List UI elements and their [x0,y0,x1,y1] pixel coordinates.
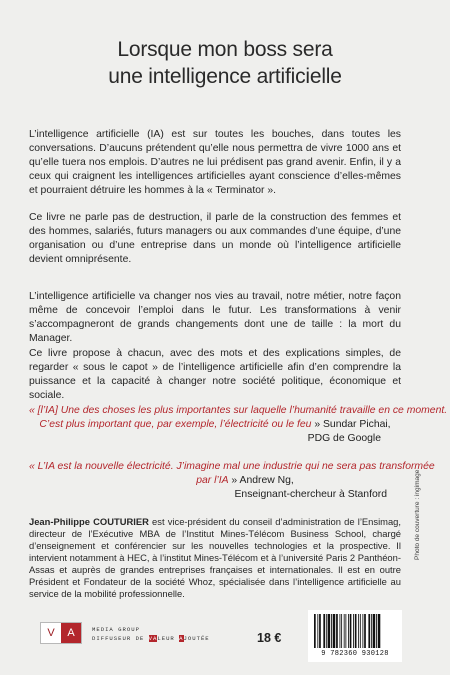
barcode-bar [355,614,357,648]
quote-1-line-2: C’est plus important que, par exemple, l’électricité ou le feu [39,419,312,430]
paragraph-4: Ce livre propose à chacun, avec des mots et des explications simples, de regarder « sous le capot » de l’intelligence artificielle afin d’en comprendre la puissance et la capacité à changer notre société politique, économique et sociale. [29,348,401,401]
barcode-bar [336,614,338,648]
paragraph-1: L’intelligence artificielle (IA) est sur toutes les bouches, dans toutes les conversations. D’aucuns prétendent qu’elle nous permettra de vivre 1000 ans et qu’elle tuera nos emplois. D’autres ne lui prédisent pas grand avenir. Enfin, il y a ceux qui craignent les intelligences artificielles ayant conscience d’elles-mêmes et pourraient détruire les hommes à la « Terminator ». [29,129,401,196]
publisher-logo [40,622,82,644]
barcode-bar [340,614,341,648]
isbn-barcode [308,610,402,662]
barcode-bar [323,614,325,648]
publisher-line-2-hl-2: A [179,635,184,642]
barcode-bars [308,610,402,650]
barcode-bar [371,614,372,648]
publisher-line-2-hl-1: VA [148,635,158,642]
barcode-bar [368,614,370,648]
barcode-bar [350,614,352,648]
paragraph-2: Ce livre ne parle pas de destruction, il parle de la construction des femmes et des hommes, salariés, futurs managers ou aux commandes d’une équipe, d’une organisation ou d’une entreprise dans un monde où l’intelligence artificielle devient omniprésente. [29,212,401,265]
logo-v-glyph: V [41,623,61,643]
barcode-bar [378,614,381,648]
publisher-text [92,625,210,643]
title-line-1: Lorsque mon boss sera [117,38,333,61]
quote-2-role: Enseignant-chercheur à Stanford [234,489,387,500]
publisher-line-1: MEDIA GROUP [92,626,140,633]
barcode-bar [326,614,327,648]
paragraph-3: L’intelligence artificielle va changer nos vies au travail, notre métier, notre façon même de concevoir l’emploi dans le futur. Les transformations à venir s’accompagneront de grands changements dont une de taille : la mort du Manager. [29,291,401,344]
photo-credit: Photo de couverture : ingimage [414,469,421,560]
quote-2-attribution: » Andrew Ng, [228,475,294,486]
barcode-bar [317,614,318,648]
barcode-bar [376,614,377,648]
barcode-bar [344,614,345,648]
barcode-bar [333,614,336,648]
barcode-bar [373,614,376,648]
barcode-digits: 9 782360 930128 [321,650,389,658]
barcode-bar [331,614,332,648]
author-bio [29,516,401,600]
barcode-bar [348,614,349,648]
logo-a-glyph: A [61,623,81,643]
barcode-bar [345,614,346,648]
quote-2-line-1: « L’IA est la nouvelle électricité. J’imagine mal une industrie qui ne sera pas transformée [29,461,435,472]
quote-2-line-2: par l’IA [196,475,229,486]
quote-ng [29,460,435,502]
author-description: est vice-président du conseil d’administration de l’Ensimag, directeur de l’Exécutive MBA de l’Institut Mines-Télécom Business School, chargé d’enseignement et conférencier sur les nouvelles technologies et la prospective. Il intervient notamment à HEC, à l’institut Mines-Télécom et à l’université Paris 2 Panthéon-Assas et auprès de grandes entreprises françaises et internationales. Il est en outre Président et Fondateur de la société Whoz, spécialisée dans l’intelligence artificielle au service de la mobilité professionnelle. [29,516,401,599]
quote-1-attribution: » Sundar Pichai, [311,419,391,430]
barcode-bar [353,614,354,648]
publisher-line-2-a: DIFFUSEUR DE [92,635,149,642]
quote-1-line-1: « [l’IA] Une des choses les plus importantes sur laquelle l’humanité travaille en ce moment. [29,405,448,416]
quote-pichai [29,404,448,446]
publisher-line-2 [92,634,210,643]
publisher-line-2-b: LEUR [157,635,180,642]
title-line-2: une intelligence artificielle [108,65,342,88]
barcode-bar [341,614,342,648]
price: 18 € [257,631,282,645]
quote-1-role: PDG de Google [307,433,381,444]
publisher-line-2-c: JOUTÉE [183,635,210,642]
barcode-bar [358,614,359,648]
barcode-bar [360,614,361,648]
barcode-bar [364,614,366,648]
book-title [0,36,450,90]
barcode-bar [314,614,316,648]
barcode-bar [362,614,363,648]
barcode-bar [319,614,321,648]
author-name: Jean-Philippe COUTURIER [29,516,149,527]
barcode-bar [328,614,331,648]
